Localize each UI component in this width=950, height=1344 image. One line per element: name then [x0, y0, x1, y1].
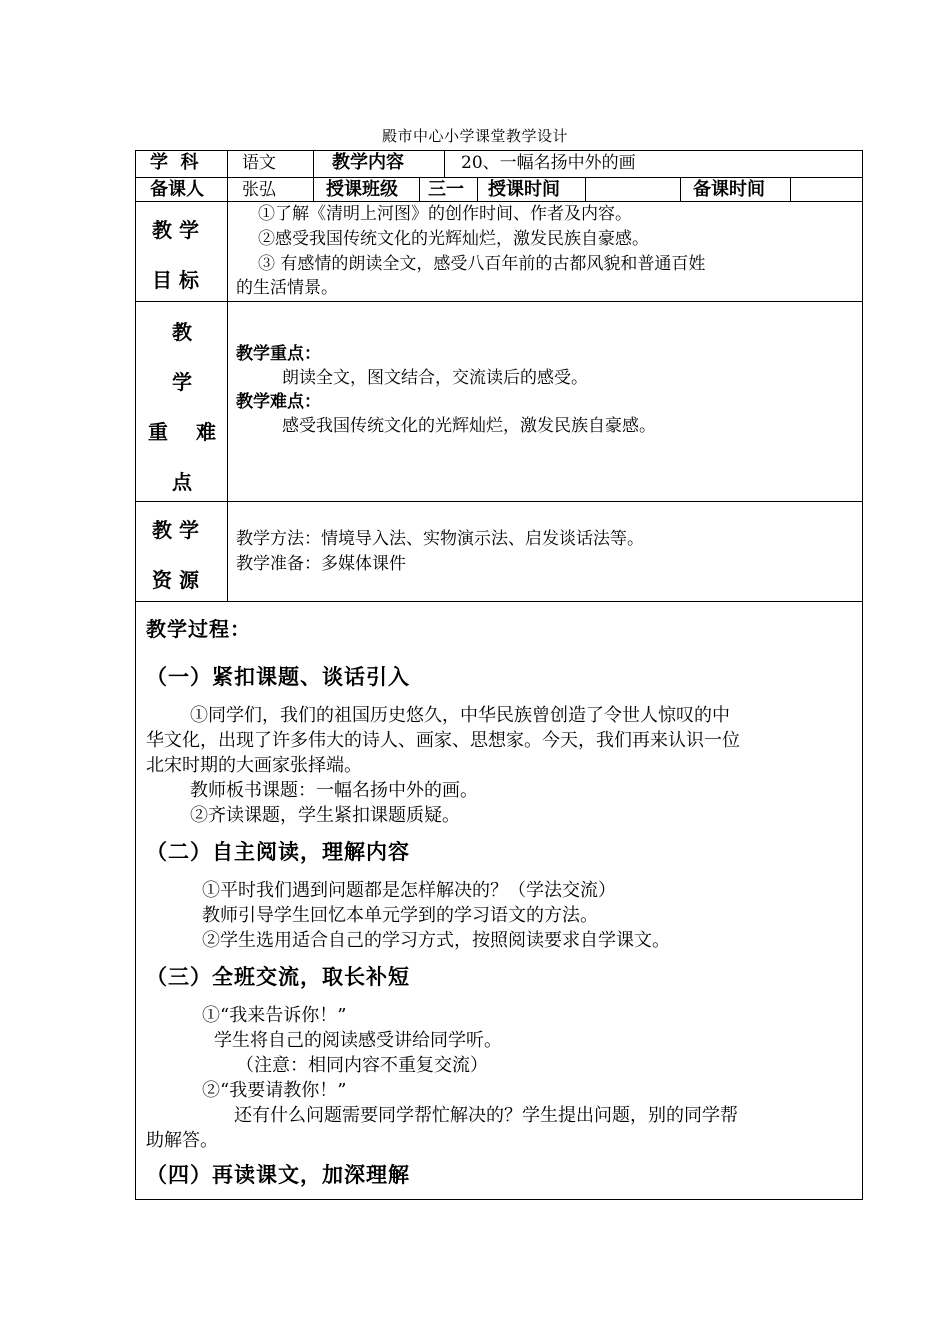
subject-value: 语文: [228, 151, 314, 177]
teach-time-label: 授课时间: [478, 178, 586, 201]
process-section: [136, 602, 862, 1199]
paragraph-line: 还有什么问题需要同学帮忙解决的？学生提出问题，别的同学帮: [234, 1105, 738, 1126]
resources-label-line-1: 教 学: [152, 518, 199, 542]
section-heading: （三）全班交流，取长补短: [146, 964, 410, 989]
key-points-label-char: 难: [196, 420, 216, 444]
prep-time-label: 备课时间: [681, 178, 791, 201]
objective-line: 的生活情景。: [236, 278, 338, 298]
key-points-row: [136, 302, 862, 502]
header-row-2: [136, 178, 862, 202]
teaching-method: 教学方法：情境导入法、实物演示法、启发谈话法等。: [236, 529, 644, 549]
objectives-content: [228, 202, 862, 301]
process-title: 教学过程：: [146, 617, 251, 641]
paragraph-line: ②“我要请教你！”: [202, 1080, 347, 1101]
objective-line: ①了解《清明上河图》的创作时间、作者及内容。: [258, 204, 632, 224]
paragraph-line: 学生将自己的阅读感受讲给同学听。: [214, 1030, 502, 1051]
paragraph-line: ①“我来告诉你！”: [202, 1005, 347, 1026]
section-heading: （四）再读课文，加深理解: [146, 1162, 410, 1187]
difficulty-title: 教学难点：: [236, 392, 321, 412]
subject-label: 学 科: [136, 151, 228, 177]
objective-line: ③ 有感情的朗读全文，感受八百年前的古都风貌和普通百姓: [258, 254, 706, 274]
class-label: 授课班级: [314, 178, 420, 201]
teach-time-value: [586, 178, 681, 201]
key-points-label-char: 点: [172, 470, 192, 494]
resources-content: [228, 502, 862, 601]
paragraph-line: ①平时我们遇到问题都是怎样解决的？（学法交流）: [202, 880, 616, 901]
resources-label: [136, 502, 228, 601]
paragraph-line: 北宋时期的大画家张择端。: [146, 755, 362, 776]
content-label: 教学内容: [314, 151, 445, 177]
key-point-title: 教学重点：: [236, 344, 321, 364]
header-row-1: [136, 151, 862, 178]
paragraph-line: ②齐读课题，学生紧扣课题质疑。: [190, 805, 460, 826]
prep-time-value: [791, 178, 862, 201]
paragraph-line: 教师引导学生回忆本单元学到的学习语文的方法。: [202, 905, 598, 926]
class-value: 三一: [420, 178, 478, 201]
objectives-row: [136, 202, 862, 302]
paragraph-line: 助解答。: [146, 1130, 218, 1151]
preparer-label: 备课人: [136, 178, 228, 201]
resources-label-line-2: 资 源: [152, 568, 199, 592]
objective-line: ②感受我国传统文化的光辉灿烂，激发民族自豪感。: [258, 229, 649, 249]
objectives-label: [136, 202, 228, 301]
paragraph-line: ②学生选用适合自己的学习方式，按照阅读要求自学课文。: [202, 930, 670, 951]
key-points-label: [136, 302, 228, 501]
difficulty-text: 感受我国传统文化的光辉灿烂，激发民族自豪感。: [282, 416, 656, 436]
paragraph-line: ①同学们，我们的祖国历史悠久，中华民族曾创造了令世人惊叹的中: [190, 705, 730, 726]
key-points-label-char: 学: [172, 370, 192, 394]
key-points-label-char: 重: [148, 420, 168, 444]
key-points-content: [228, 302, 862, 501]
resources-row: [136, 502, 862, 602]
paragraph-line: 华文化，出现了许多伟大的诗人、画家、思想家。今天，我们再来认识一位: [146, 730, 740, 751]
lesson-plan-table: [135, 150, 863, 1200]
paragraph-line: 教师板书课题：一幅名扬中外的画。: [190, 780, 478, 801]
teaching-preparation: 教学准备：多媒体课件: [236, 554, 406, 574]
content-value: 20、一幅名扬中外的画: [461, 153, 636, 173]
objectives-label-line-1: 教 学: [152, 218, 199, 242]
preparer-value: 张弘: [228, 178, 314, 201]
key-points-label-char: 教: [172, 320, 192, 344]
objectives-label-line-2: 目 标: [152, 268, 199, 292]
section-heading: （二）自主阅读，理解内容: [146, 839, 410, 864]
paragraph-line: （注意：相同内容不重复交流）: [236, 1055, 488, 1076]
section-heading: （一）紧扣课题、谈话引入: [146, 664, 410, 689]
document-title: 殿市中心小学课堂教学设计: [381, 127, 568, 145]
key-point-text: 朗读全文，图文结合，交流读后的感受。: [282, 368, 588, 388]
